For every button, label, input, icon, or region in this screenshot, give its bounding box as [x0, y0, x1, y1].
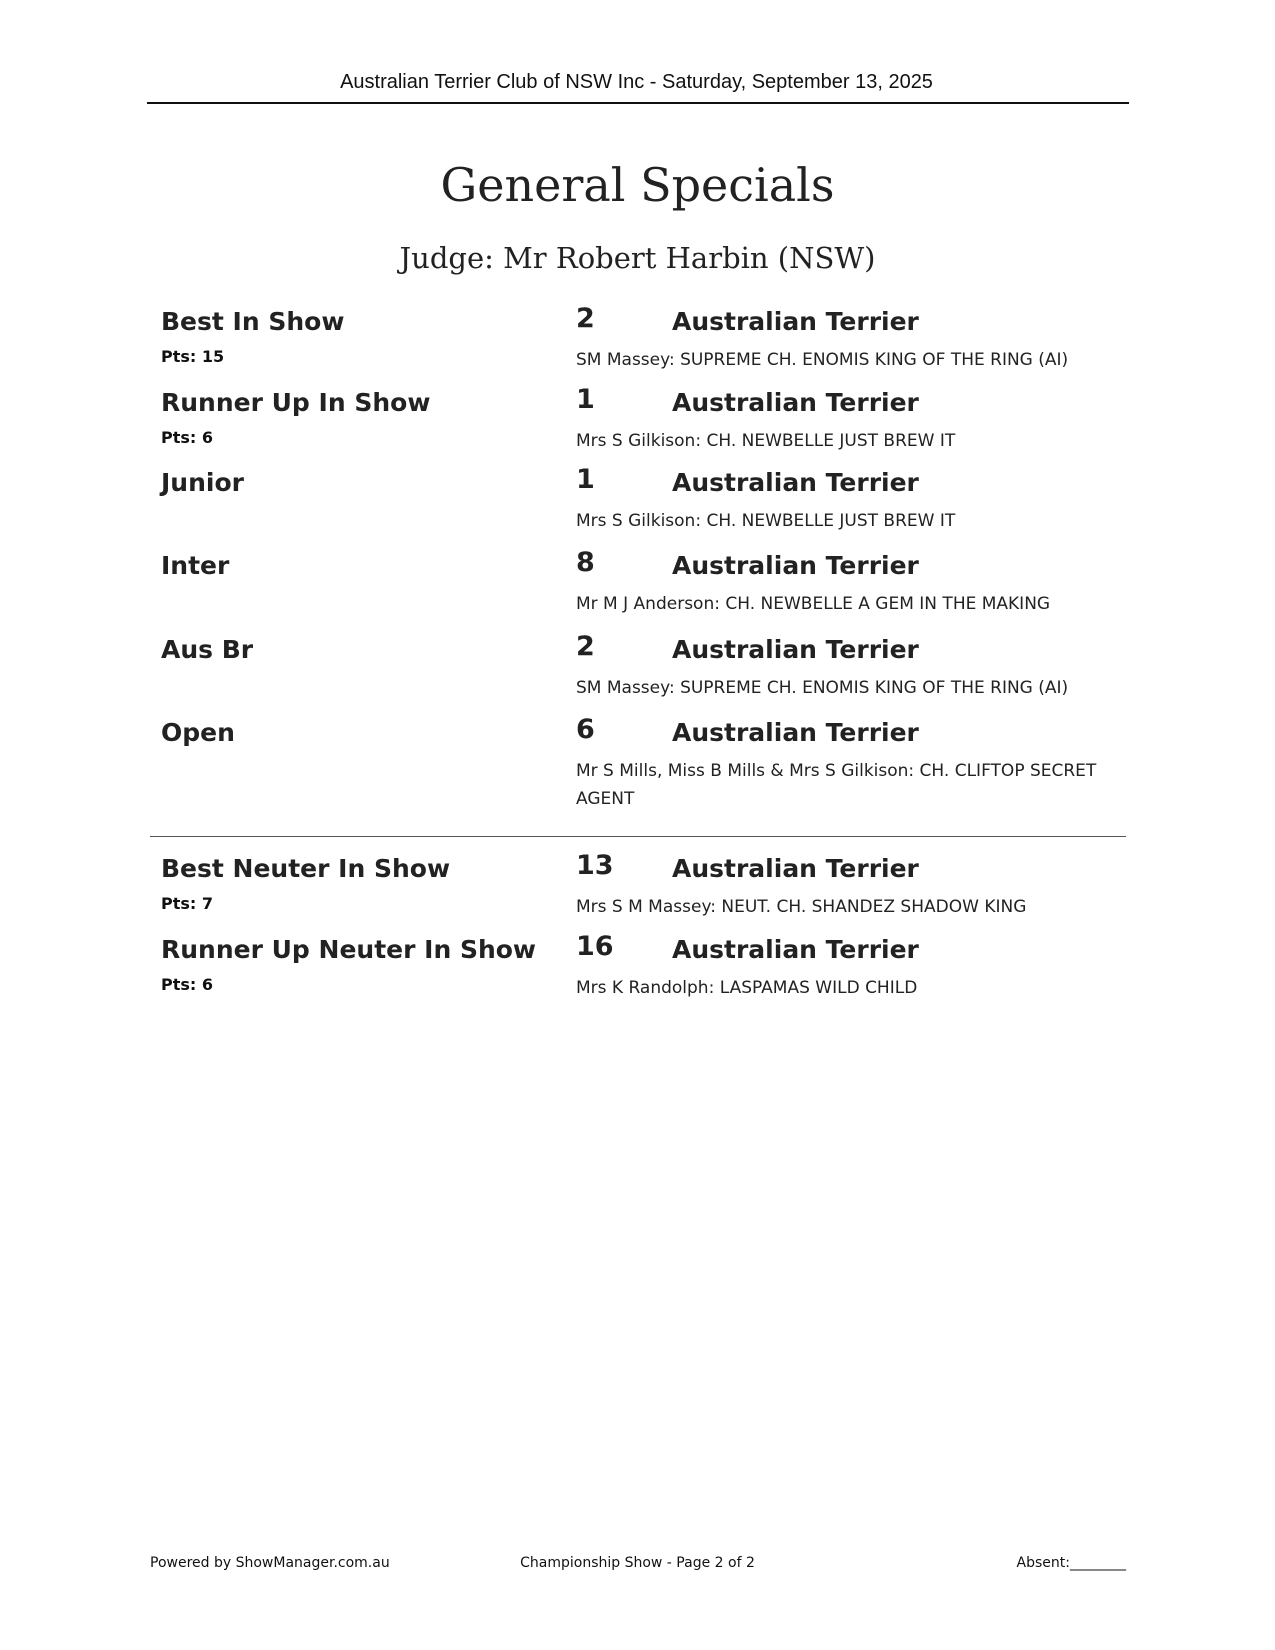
breed-name: Australian Terrier — [672, 935, 919, 964]
footer-page-number: Championship Show - Page 2 of 2 — [520, 1555, 755, 1571]
breed-name: Australian Terrier — [672, 635, 919, 664]
dog-details: Mr M J Anderson: CH. NEWBELLE A GEM IN THE MAKING — [576, 594, 1051, 614]
section-divider — [150, 836, 1126, 837]
catalogue-number: 2 — [576, 303, 595, 334]
breed-name: Australian Terrier — [672, 307, 919, 336]
award-name: Aus Br — [161, 635, 254, 664]
breed-name: Australian Terrier — [672, 854, 919, 883]
dog-details: Mrs S M Massey: NEUT. CH. SHANDEZ SHADOW KING — [576, 897, 1027, 917]
catalogue-number: 8 — [576, 547, 595, 578]
award-name: Best Neuter In Show — [161, 854, 451, 883]
breed-name: Australian Terrier — [672, 388, 919, 417]
catalogue-number: 1 — [576, 384, 595, 415]
award-name: Runner Up In Show — [161, 388, 431, 417]
page-header: Australian Terrier Club of NSW Inc - Saturday, September 13, 2025 — [340, 71, 933, 93]
dog-details: Mrs S Gilkison: CH. NEWBELLE JUST BREW IT — [576, 431, 956, 451]
footer-powered-by: Powered by ShowManager.com.au — [150, 1555, 390, 1571]
page-title: General Specials — [440, 158, 835, 212]
dog-details: Mrs K Randolph: LASPAMAS WILD CHILD — [576, 978, 918, 998]
catalogue-number: 6 — [576, 714, 595, 745]
award-points: Pts: 7 — [161, 894, 213, 913]
catalogue-number: 16 — [576, 931, 614, 962]
judge-name: Judge: Mr Robert Harbin (NSW) — [399, 241, 876, 275]
breed-name: Australian Terrier — [672, 718, 919, 747]
catalogue-number: 2 — [576, 631, 595, 662]
dog-details: SM Massey: SUPREME CH. ENOMIS KING OF THE RING (AI) — [576, 678, 1069, 698]
award-points: Pts: 15 — [161, 347, 225, 366]
award-points: Pts: 6 — [161, 428, 213, 447]
award-name: Runner Up Neuter In Show — [161, 935, 537, 964]
catalogue-number: 13 — [576, 850, 614, 881]
catalogue-number: 1 — [576, 464, 595, 495]
award-points: Pts: 6 — [161, 975, 213, 994]
breed-name: Australian Terrier — [672, 551, 919, 580]
dog-details: Mrs S Gilkison: CH. NEWBELLE JUST BREW IT — [576, 511, 956, 531]
award-name: Junior — [161, 468, 244, 497]
award-name: Open — [161, 718, 235, 747]
dog-details: Mr S Mills, Miss B Mills & Mrs S Gilkison: CH. CLIFTOP SECRET AGENT — [576, 761, 1097, 809]
dog-details: SM Massey: SUPREME CH. ENOMIS KING OF THE RING (AI) — [576, 350, 1069, 370]
header-divider — [147, 102, 1129, 104]
breed-name: Australian Terrier — [672, 468, 919, 497]
award-name: Inter — [161, 551, 230, 580]
award-name: Best In Show — [161, 307, 345, 336]
footer-absent: Absent:________ — [1016, 1555, 1126, 1571]
